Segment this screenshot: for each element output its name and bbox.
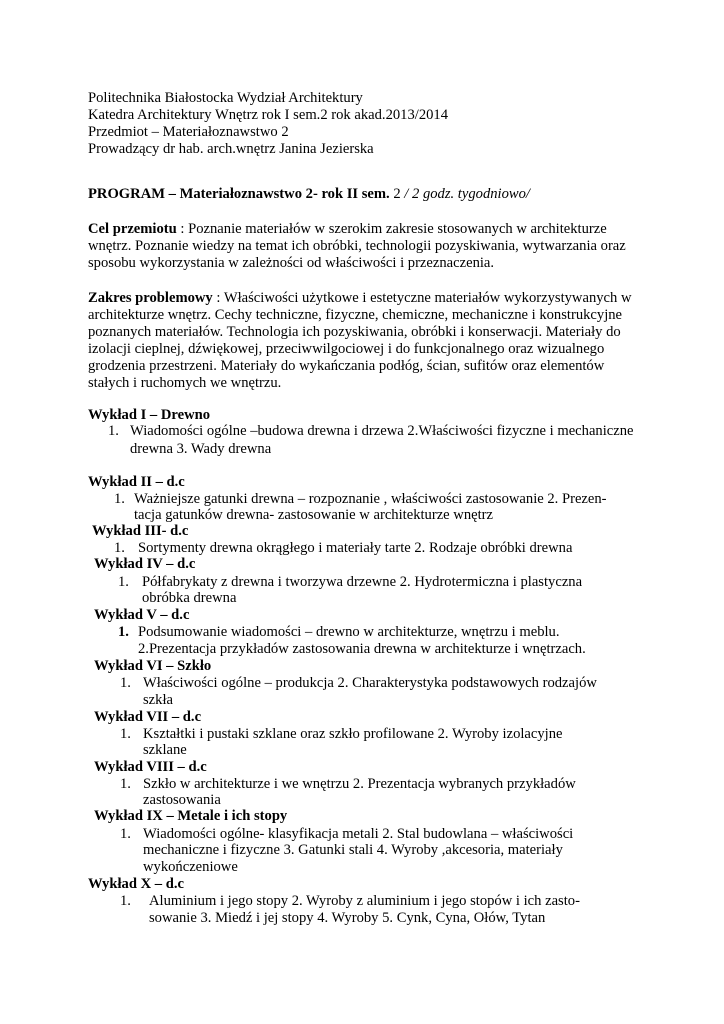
program-title-italic: / 2 godz. tygodniowo/ [404,186,530,202]
lecture-8-num: 1. [120,776,131,792]
zakres-text-4: izolacji cieplnej, dźwiękowej, przeciwwilgociowej i do funkcjonalnego oraz wizualnego [88,341,605,357]
lecture-7-num: 1. [120,726,131,742]
lecture-9-num: 1. [120,826,131,842]
zakres-text-3: poznanych materiałów. Technologia ich pozyskiwania, obróbki i konserwacji. Materiały do [88,324,621,340]
header-line-2: Katedra Architektury Wnętrz rok I sem.2 rok akad.2013/2014 [88,107,449,123]
lecture-1-text-1: Wiadomości ogólne –budowa drewna i drzewa 2.Właściwości fizyczne i mechaniczne [130,423,634,439]
lecture-7-title: Wykład VII – d.c [94,709,202,725]
lecture-6-text-1: Właściwości ogólne – produkcja 2. Charakterystyka podstawowych rodzajów [143,675,597,691]
header-line-3: Przedmiot – Materiałoznawstwo 2 [88,124,289,140]
program-title [88,186,530,203]
lecture-4-title: Wykład IV – d.c [94,556,196,572]
zakres-text-6: stałych i ruchomych we wnętrzu. [88,375,282,391]
lecture-9-text-3: wykończeniowe [143,859,238,875]
cel-text-1: : Poznanie materiałów w szerokim zakresie stosowanych w architekturze [176,221,607,237]
lecture-5-num: 1. [118,624,129,640]
zakres-text-5: grodzenia przestrzeni. Materiały do wykańczania podłóg, ścian, sufitów oraz elementów [88,358,605,374]
lecture-1-text-2: drewna 3. Wady drewna [130,441,272,457]
lecture-7-text-2: szklane [143,742,187,758]
lecture-10-num: 1. [120,893,131,909]
header-line-1: Politechnika Białostocka Wydział Architektury [88,90,363,106]
lecture-5-title: Wykład V – d.c [94,607,190,623]
lecture-4-num: 1. [118,574,129,590]
lecture-9-text-2: mechaniczne i fizyczne 3. Gatunki stali 4. Wyroby ,akcesoria, materiały [143,842,563,858]
lecture-3-title: Wykład III- d.c [92,523,189,539]
lecture-3-num: 1. [114,540,125,556]
lecture-10-text-2: sowanie 3. Miedź i jej stopy 4. Wyroby 5. Cynk, Cyna, Ołów, Tytan [149,910,546,926]
lecture-8-title: Wykład VIII – d.c [94,759,207,775]
lecture-2-num: 1. [114,491,125,507]
lecture-10-title: Wykład X – d.c [88,876,184,892]
lecture-3-text-1: Sortymenty drewna okrągłego i materiały tarte 2. Rodzaje obróbki drewna [138,540,573,556]
lecture-6-title: Wykład VI – Szkło [94,658,212,674]
cel-text-2: wnętrz. Poznanie wiedzy na temat ich obróbki, technologii pozyskiwania, wytwarzania oraz [88,238,626,254]
lecture-7-text-1: Kształtki i pustaki szklane oraz szkło profilowane 2. Wyroby izolacyjne [143,726,563,742]
lecture-5-text-2: 2.Prezentacja przykładów zastosowania drewna w architekturze i wnętrzach. [138,641,586,657]
lecture-8-text-2: zastosowania [143,792,221,808]
program-title-bold: PROGRAM – Materiałoznawstwo 2- rok II sem. [88,186,390,202]
lecture-10-text-1: Aluminium i jego stopy 2. Wyroby z aluminium i jego stopów i ich zasto- [149,893,580,909]
lecture-9-text-1: Wiadomości ogólne- klasyfikacja metali 2. Stal budowlana – właściwości [143,826,574,842]
lecture-1-num: 1. [108,423,119,439]
cel-label: Cel przemiotu [88,221,177,237]
zakres-line-1 [88,290,632,307]
cel-text-3: sposobu wykorzystania w zależności od właściwości i przeznaczenia. [88,255,495,271]
lecture-9-title: Wykład IX – Metale i ich stopy [94,808,288,824]
lecture-2-text-2: tacja gatunków drewna- zastosowanie w architekturze wnętrz [134,507,494,523]
cel-line-1 [88,221,607,238]
header-line-4: Prowadzący dr hab. arch.wnętrz Janina Jezierska [88,141,374,157]
lecture-1-title: Wykład I – Drewno [88,407,211,423]
lecture-2-text-1: Ważniejsze gatunki drewna – rozpoznanie , właściwości zastosowanie 2. Prezen- [134,491,607,507]
zakres-text-2: architekturze wnętrz. Cechy techniczne, fizyczne, chemiczne, mechaniczne i konstrukcyjne [88,307,623,323]
lecture-8-text-1: Szkło w architekturze i we wnętrzu 2. Prezentacja wybranych przykładów [143,776,576,792]
lecture-2-title: Wykład II – d.c [88,474,185,490]
lecture-6-num: 1. [120,675,131,691]
program-title-normal: 2 [389,186,405,202]
zakres-label: Zakres problemowy [88,290,213,306]
lecture-5-text-1: Podsumowanie wiadomości – drewno w architekturze, wnętrzu i meblu. [138,624,560,640]
lecture-4-text-1: Półfabrykaty z drewna i tworzywa drzewne 2. Hydrotermiczna i plastyczna [142,574,583,590]
lecture-4-text-2: obróbka drewna [142,590,237,606]
zakres-text-1: : Właściwości użytkowe i estetyczne materiałów wykorzystywanych w [212,290,632,306]
lecture-6-text-2: szkła [143,692,173,708]
